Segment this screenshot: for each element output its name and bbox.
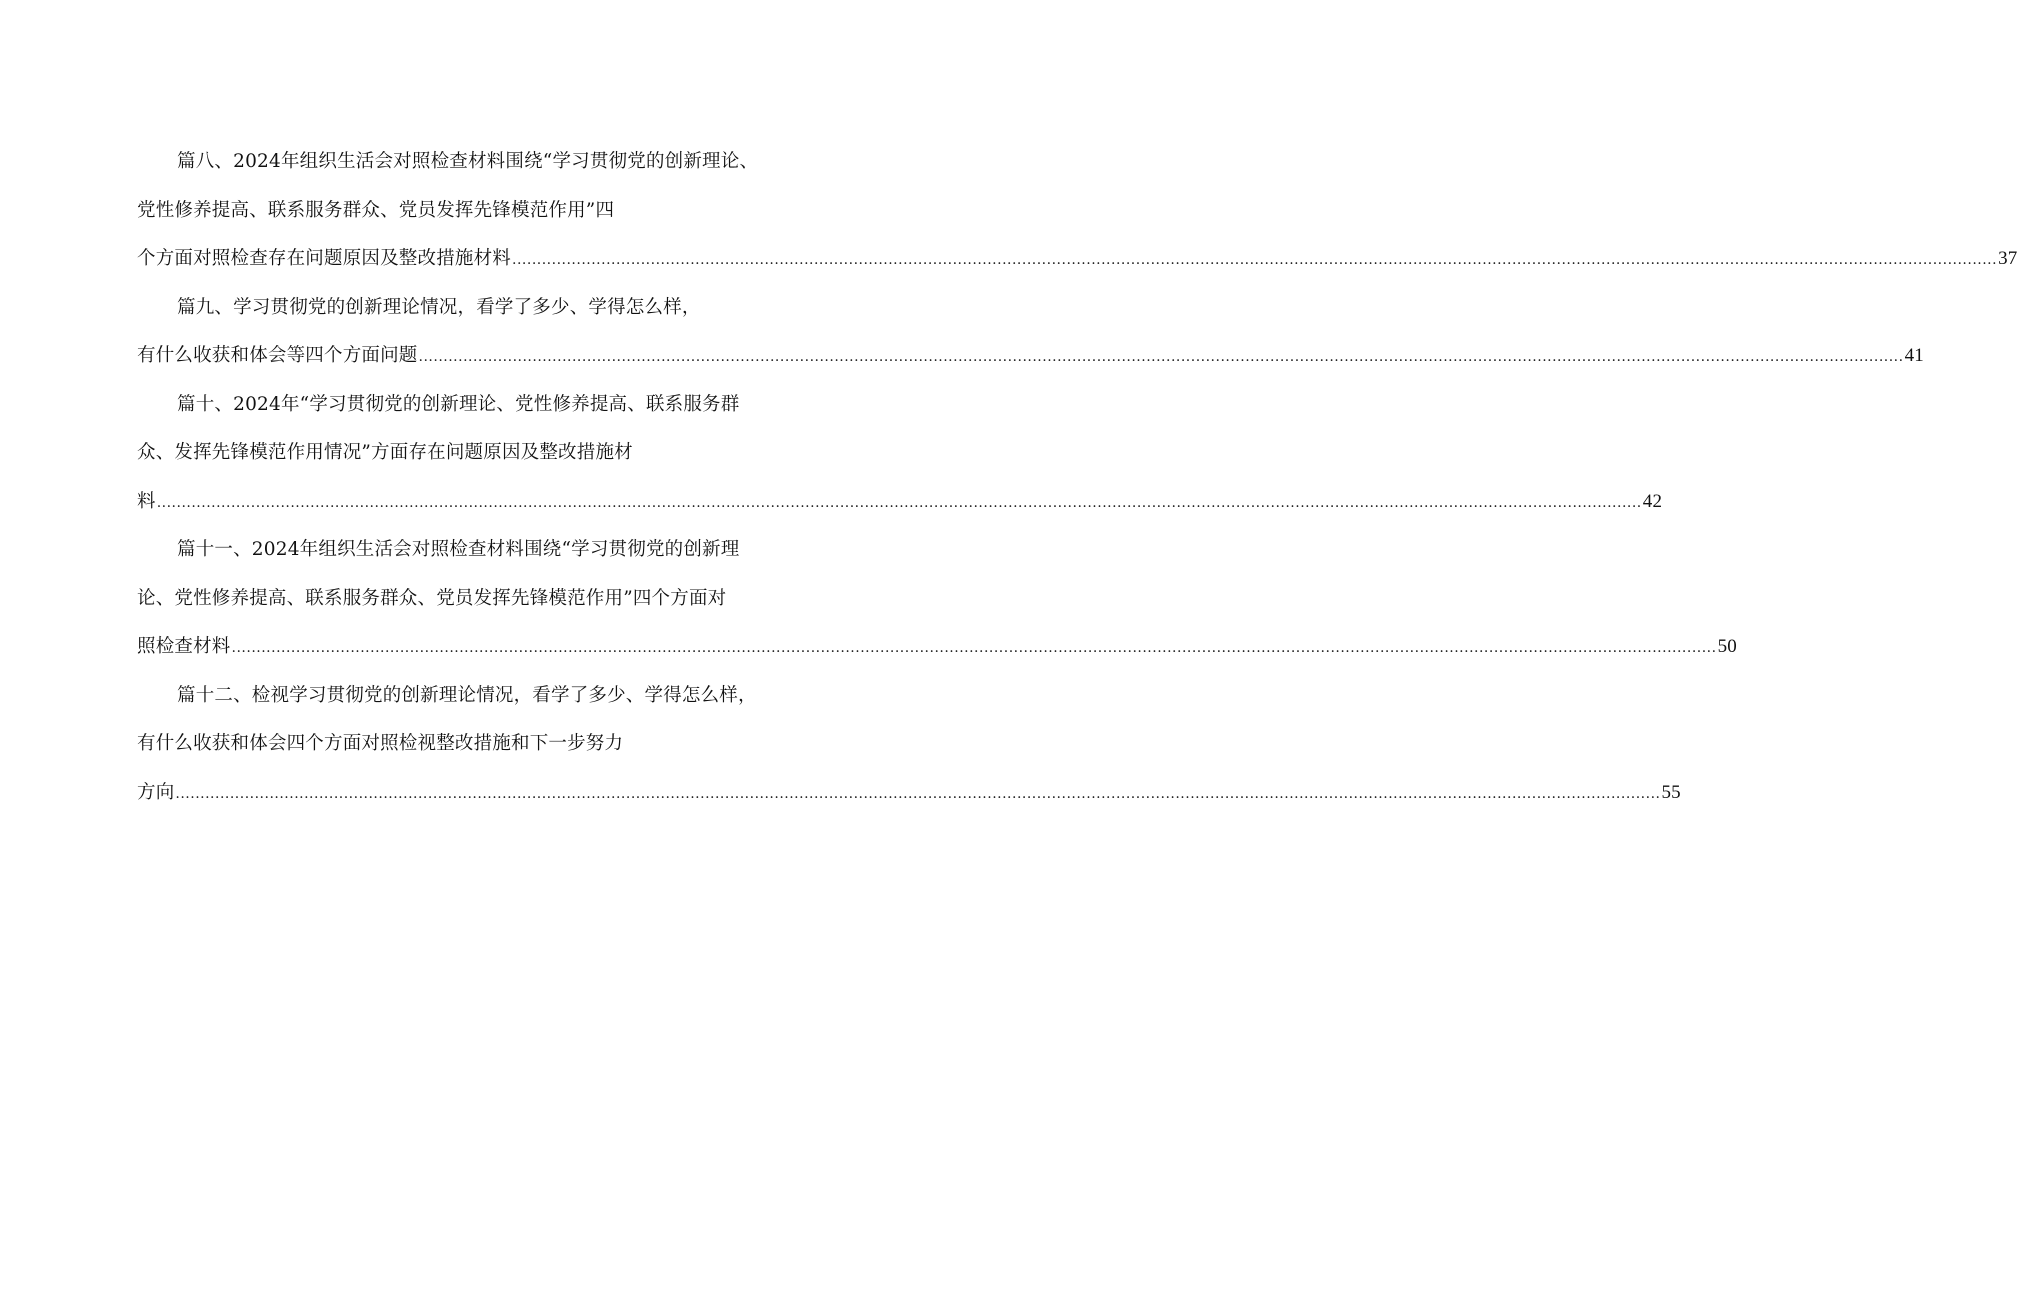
toc-entry-9[interactable]	[137, 288, 1924, 385]
toc-entry-line: 党性修养提高、联系服务群众、党员发挥先锋模范作用”四	[137, 199, 615, 221]
toc-entry-text: 照检查材料	[137, 636, 231, 657]
page-number: 41	[1904, 345, 1924, 366]
page-number: 55	[1661, 781, 1681, 803]
toc-entry-line: 论、党性修养提高、联系服务群众、党员发挥先锋模范作用”四个方面对	[137, 587, 727, 609]
toc-entry-text: 方向	[137, 781, 175, 803]
toc-entry-11[interactable]	[137, 530, 1737, 676]
dot-leader: ............................................................................................................................................................................................................................................................................................................	[231, 640, 1717, 656]
page-number: 37	[1998, 248, 2017, 269]
toc-entry-last-line	[137, 627, 1737, 676]
toc-entry-8[interactable]	[137, 142, 2017, 288]
toc-entry-10[interactable]	[137, 385, 1663, 531]
page-number: 50	[1717, 636, 1737, 657]
toc-entry-line: 篇十一、2024年组织生活会对照检查材料围绕“学习贯彻党的创新理	[177, 539, 740, 560]
toc-entry-last-line	[137, 773, 1681, 822]
dot-leader: ............................................................................................................................................................................................................................................................................................................	[512, 252, 1998, 268]
toc-entry-last-line	[137, 336, 1924, 385]
toc-entry-12[interactable]	[137, 676, 1681, 822]
toc-entry-line: 篇八、2024年组织生活会对照检查材料围绕“学习贯彻党的创新理论、	[177, 151, 759, 172]
dot-leader: ............................................................................................................................................................................................................................................................................................................	[175, 785, 1661, 802]
toc-entry-text: 个方面对照检查存在问题原因及整改措施材料	[137, 248, 512, 269]
toc-entry-last-line	[137, 482, 1663, 531]
toc-entry-text: 料	[137, 490, 156, 512]
toc-entry-text: 有什么收获和体会等四个方面问题	[137, 345, 418, 366]
toc-entry-line: 篇十、2024年“学习贯彻党的创新理论、党性修养提高、联系服务群	[177, 393, 740, 415]
dot-leader: ............................................................................................................................................................................................................................................................................................................	[418, 349, 1904, 365]
page-number: 42	[1642, 490, 1663, 512]
table-of-contents	[137, 142, 2017, 821]
toc-entry-line: 篇十二、检视学习贯彻党的创新理论情况，看学了多少、学得怎么样，	[177, 684, 757, 706]
toc-entry-line: 众、发挥先锋模范作用情况”方面存在问题原因及整改措施材	[137, 442, 633, 463]
toc-entry-line: 篇九、学习贯彻党的创新理论情况，看学了多少、学得怎么样，	[177, 296, 701, 318]
toc-entry-last-line	[137, 239, 2017, 288]
dot-leader: ............................................................................................................................................................................................................................................................................................................	[156, 494, 1642, 511]
toc-entry-line: 有什么收获和体会四个方面对照检视整改措施和下一步努力	[137, 733, 624, 754]
